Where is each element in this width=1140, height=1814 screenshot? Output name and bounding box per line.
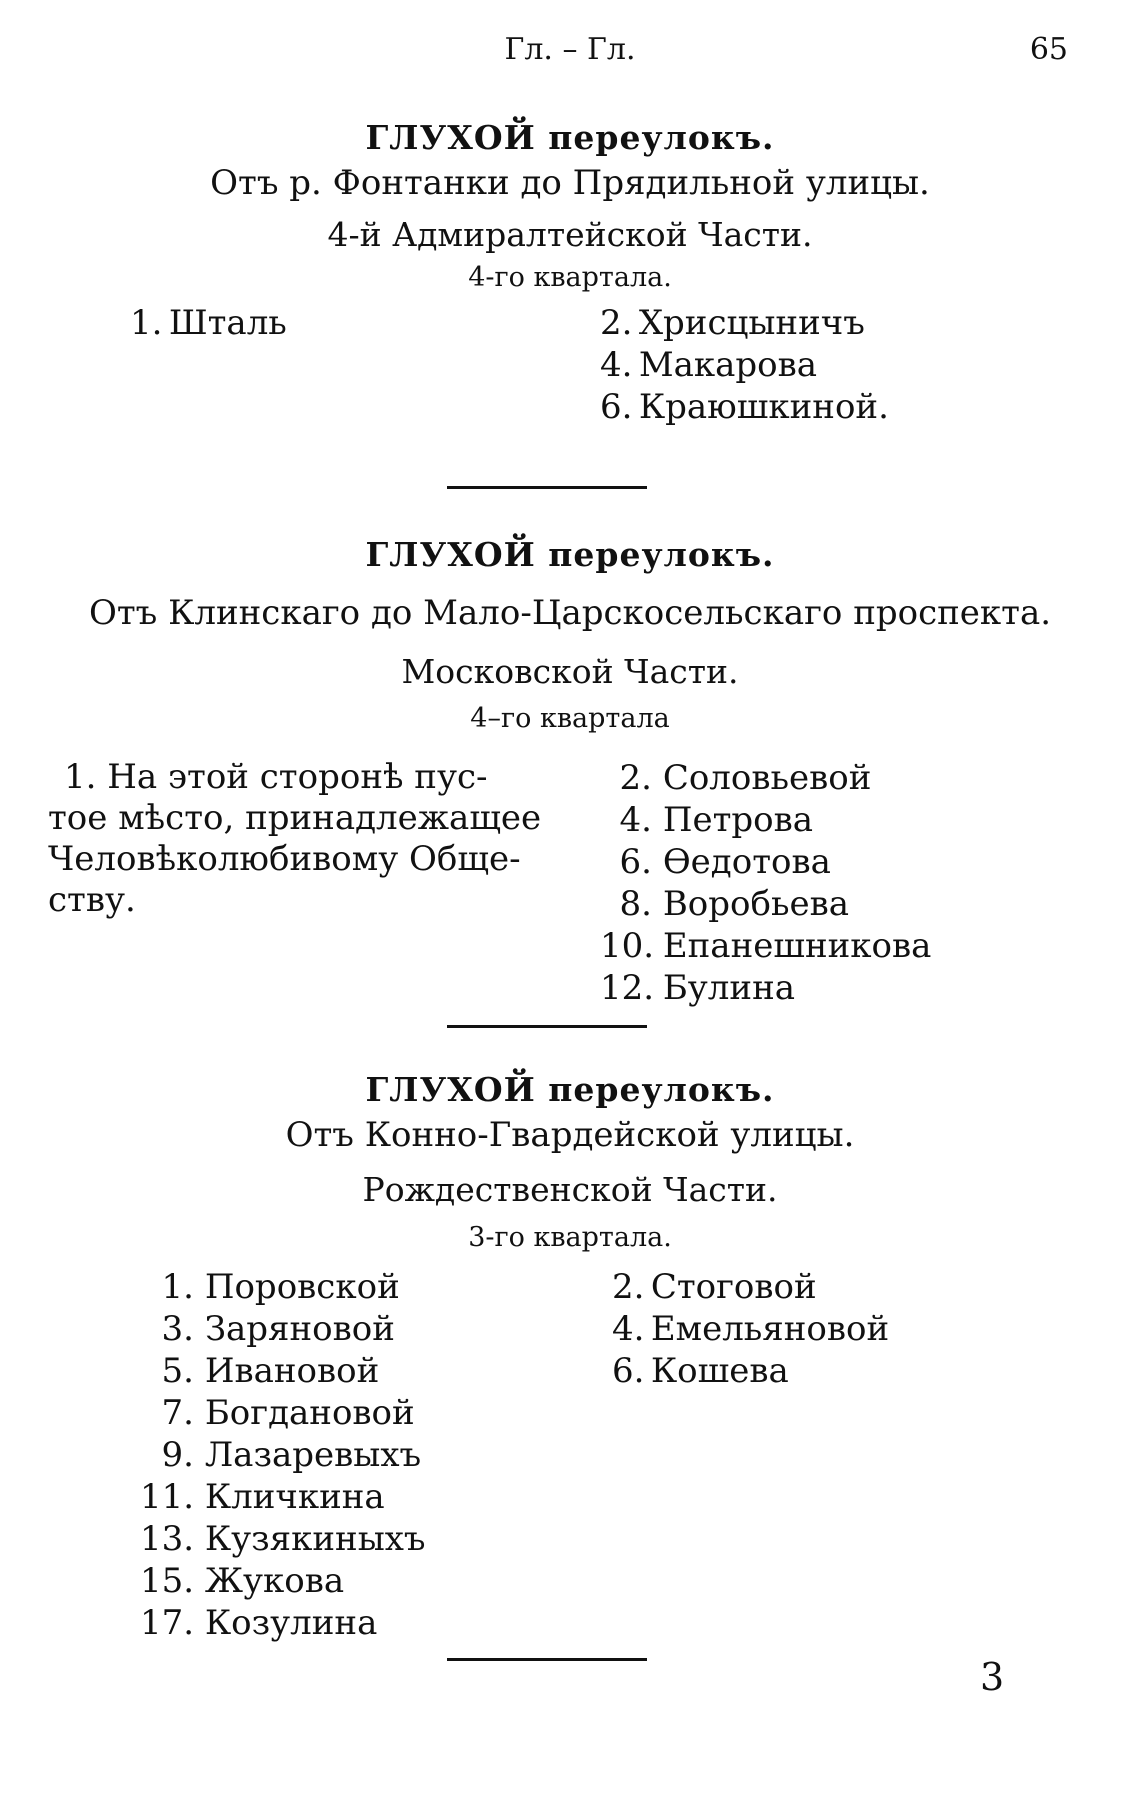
section-3-left-list [140, 1266, 426, 1644]
section-1-route: Отъ р. Фонтанки до Прядильной улицы. [210, 163, 930, 203]
section-3-part: Рождественской Части. [362, 1170, 778, 1209]
list-item: 13. Кузякиныхъ [140, 1519, 426, 1559]
list-item: 12. Булина [600, 968, 795, 1008]
list-item: 17. Козулина [140, 1603, 378, 1643]
section-2-route: Отъ Клинскаго до Мало-Царскосельскаго проспекта. [88, 593, 1052, 633]
section-1-right-list [600, 302, 889, 428]
section-3-right-list [612, 1266, 889, 1392]
section-divider [447, 1025, 647, 1028]
section-divider [447, 486, 647, 489]
section-3-title: ГЛУХОЙ переулокъ. [365, 1070, 775, 1109]
note-line: тое мѣсто, принадлежащее [48, 798, 542, 838]
signature-mark: 3 [980, 1655, 1005, 1699]
list-item: 7. Богдановой [161, 1393, 415, 1433]
list-item: 3. Заряновой [161, 1309, 395, 1349]
list-item: 15. Жукова [140, 1561, 345, 1601]
list-item: 8. Воробьева [619, 884, 850, 924]
list-item: 4. Макарова [600, 345, 818, 385]
list-item: 4. Емельяновой [612, 1309, 890, 1349]
list-item: 10. Епанешникова [600, 926, 932, 966]
note-line: 1. На этой сторонѣ пус- [64, 757, 488, 797]
section-1-left-list [130, 302, 287, 344]
list-item: 1. Шталь [130, 303, 287, 343]
list-item: 6. Краюшкиной. [600, 387, 889, 427]
list-item: 2. Соловьевой [619, 758, 872, 798]
section-1-quarter: 4-го квартала. [468, 262, 672, 293]
section-2-title: ГЛУХОЙ переулокъ. [365, 535, 775, 574]
section-2-quarter: 4–го квартала [470, 703, 670, 734]
list-item: 6. Ѳедотова [619, 842, 831, 882]
list-item: 6. Кошева [612, 1351, 789, 1391]
section-2-right-list [600, 757, 931, 1009]
note-line: Человѣколюбивому Обще- [48, 839, 521, 879]
section-3-quarter: 3-го квартала. [468, 1222, 672, 1253]
section-1-title: ГЛУХОЙ переулокъ. [365, 118, 775, 157]
list-item: 2. Стоговой [612, 1267, 817, 1307]
note-line: ству. [48, 880, 136, 920]
list-item: 5. Ивановой [161, 1351, 380, 1391]
running-head: Гл. – Гл. [504, 32, 636, 67]
section-1-part: 4-й Адмиралтейской Части. [327, 215, 813, 254]
section-3-route: Отъ Конно-Гвардейской улицы. [285, 1115, 855, 1155]
section-divider [447, 1658, 647, 1661]
page-number: 65 [1029, 32, 1068, 67]
section-2-part: Московской Части. [401, 652, 739, 691]
list-item: 2. Хрисцыничъ [600, 303, 865, 343]
list-item: 4. Петрова [619, 800, 814, 840]
list-item: 11. Кличкина [140, 1477, 385, 1517]
list-item: 9. Лазаревыхъ [161, 1435, 422, 1475]
section-2-left-note [48, 757, 541, 921]
list-item: 1. Поровской [161, 1267, 400, 1307]
